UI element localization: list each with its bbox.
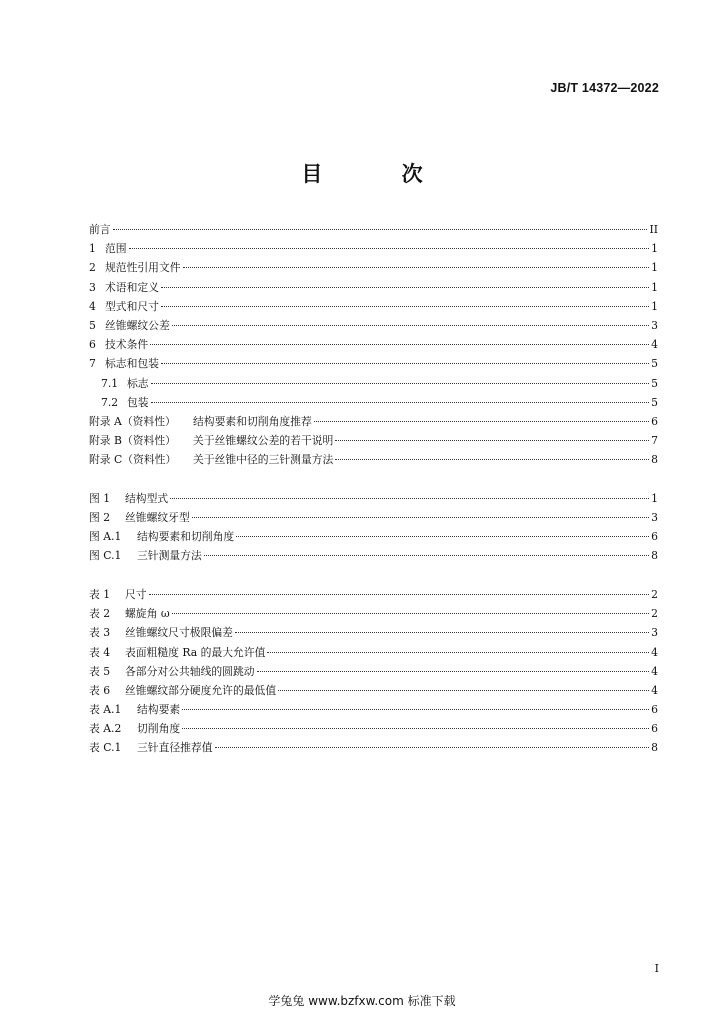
toc-entry-number: 图 2 <box>89 511 111 525</box>
leader-dots <box>257 671 650 672</box>
toc-entry-number: 表 3 <box>89 626 111 640</box>
toc-entry-page: 4 <box>651 683 658 697</box>
toc-entry-label: 型式和尺寸 <box>105 299 159 313</box>
leader-dots <box>150 344 649 345</box>
toc-entry-number: 5 <box>89 318 96 332</box>
toc-entry-number: 7 <box>89 357 96 371</box>
toc-entry-number: 附录 A（资料性） <box>89 414 176 428</box>
toc-entry-label: 丝锥螺纹牙型 <box>125 511 190 525</box>
toc-entry-label: 三针测量方法 <box>137 549 202 563</box>
toc-sections-group <box>89 220 658 469</box>
footer-watermark: 学兔兔 www.bzfxw.com 标准下载 <box>268 994 456 1008</box>
toc-entry-page: 6 <box>651 703 658 717</box>
toc-entry-number: 表 5 <box>89 664 111 678</box>
toc-entry[interactable] <box>89 316 658 335</box>
toc-entry-number: 4 <box>89 299 96 313</box>
toc-entry-page: 5 <box>651 395 658 409</box>
toc-entry-label: 结构要素 <box>137 703 181 717</box>
leader-dots <box>113 229 648 230</box>
section-gap <box>89 469 658 488</box>
toc-table-entry[interactable] <box>89 585 658 604</box>
toc-entry-number: 图 1 <box>89 491 111 505</box>
toc-entry-label: 三针直径推荐值 <box>137 741 213 755</box>
toc-table-entry[interactable] <box>89 700 658 719</box>
toc-entry-label: 结构要素和切削角度 <box>137 530 235 544</box>
toc-entry-label: 范围 <box>105 242 127 256</box>
toc-figures-group <box>89 489 658 566</box>
toc-entry[interactable] <box>89 258 658 277</box>
toc-table-entry[interactable] <box>89 643 658 662</box>
toc-entry-number: 7.2 <box>101 395 119 409</box>
toc-entry-number: 表 4 <box>89 645 111 659</box>
toc-entry-number: 表 2 <box>89 607 111 621</box>
toc-entry-page: 5 <box>651 376 658 390</box>
leader-dots <box>192 517 649 518</box>
toc-entry-page: 2 <box>651 607 658 621</box>
leader-dots <box>129 248 650 249</box>
toc-entry[interactable] <box>89 220 658 239</box>
leader-dots <box>335 459 649 460</box>
toc-figure-entry[interactable] <box>89 546 658 565</box>
toc-table-entry[interactable] <box>89 662 658 681</box>
leader-dots <box>172 613 649 614</box>
toc-table-entry[interactable] <box>89 738 658 757</box>
standard-number: JB/T 14372—2022 <box>550 81 659 95</box>
toc-entry-page: II <box>649 223 658 236</box>
toc-entry-page: 5 <box>651 357 658 371</box>
toc-entry-page: 1 <box>651 280 658 294</box>
toc-entry-label: 包装 <box>127 395 149 409</box>
leader-dots <box>236 536 649 537</box>
toc-tables-group <box>89 585 658 758</box>
toc-entry-page: 3 <box>651 626 658 640</box>
leader-dots <box>235 632 649 633</box>
toc-entry-label: 螺旋角 ω <box>125 607 170 621</box>
section-gap <box>89 566 658 585</box>
toc-entry-label: 关于丝锥螺纹公差的若干说明 <box>193 434 334 448</box>
leader-dots <box>151 402 650 403</box>
leader-dots <box>183 267 650 268</box>
toc-entry-number: 6 <box>89 338 96 352</box>
toc-entry-page: 1 <box>651 261 658 275</box>
leader-dots <box>314 421 649 422</box>
toc-entry-page: 8 <box>651 741 658 755</box>
toc-entry-page: 1 <box>651 299 658 313</box>
toc-entry-label: 前言 <box>89 223 111 236</box>
toc-entry-number: 表 C.1 <box>89 741 122 755</box>
toc-entry-label: 结构型式 <box>125 491 169 505</box>
leader-dots <box>267 652 649 653</box>
leader-dots <box>204 555 649 556</box>
leader-dots <box>182 709 649 710</box>
toc-entry[interactable] <box>89 239 658 258</box>
leader-dots <box>161 306 649 307</box>
toc-entry-label: 术语和定义 <box>105 280 159 294</box>
toc-entry-label: 标志 <box>127 376 149 390</box>
leader-dots <box>215 747 650 748</box>
toc-entry-page: 3 <box>651 318 658 332</box>
toc-entry-number: 表 A.1 <box>89 703 122 717</box>
toc-entry-page: 1 <box>651 242 658 256</box>
toc-table-entry[interactable] <box>89 681 658 700</box>
toc-table-entry[interactable] <box>89 623 658 642</box>
leader-dots <box>161 287 649 288</box>
toc-entry-appendix[interactable] <box>89 412 658 431</box>
toc-entry-page: 4 <box>651 645 658 659</box>
toc-entry-number: 3 <box>89 280 96 294</box>
toc-entry-label: 标志和包装 <box>105 357 159 371</box>
toc-entry-page: 3 <box>651 511 658 525</box>
toc-entry-number: 表 6 <box>89 683 111 697</box>
toc-entry-page: 8 <box>651 549 658 563</box>
toc-entry[interactable] <box>89 335 658 354</box>
leader-dots <box>170 498 649 499</box>
leader-dots <box>278 690 649 691</box>
leader-dots <box>182 728 649 729</box>
toc-entry-label: 结构要素和切削角度推荐 <box>193 414 312 428</box>
toc-entry-label: 技术条件 <box>105 338 149 352</box>
toc-entry-page: 7 <box>651 434 658 448</box>
toc-entry-number: 附录 C（资料性） <box>89 453 177 467</box>
toc-entry-label: 丝锥螺纹部分硬度允许的最低值 <box>125 683 277 697</box>
toc-entry-page: 4 <box>651 338 658 352</box>
page-title: 目 次 <box>301 161 459 186</box>
toc-figure-entry[interactable] <box>89 527 658 546</box>
toc-entry-number: 图 C.1 <box>89 549 122 563</box>
leader-dots <box>149 594 650 595</box>
toc-entry-appendix[interactable] <box>89 450 658 469</box>
toc-entry-page: 1 <box>651 491 658 505</box>
toc-entry-page: 2 <box>651 587 658 601</box>
toc-entry-page: 8 <box>651 453 658 467</box>
toc-entry-label: 表面粗糙度 Ra 的最大允许值 <box>125 645 266 659</box>
leader-dots <box>335 440 649 441</box>
toc-entry-number: 表 A.2 <box>89 722 122 736</box>
toc-entry-number: 7.1 <box>101 376 119 390</box>
toc-entry-label: 规范性引用文件 <box>105 261 181 275</box>
toc-entry-page: 6 <box>651 414 658 428</box>
toc-entry-appendix[interactable] <box>89 431 658 450</box>
toc-figure-entry[interactable] <box>89 489 658 508</box>
leader-dots <box>161 363 649 364</box>
toc-entry-label: 关于丝锥中径的三针测量方法 <box>193 453 334 467</box>
toc-entry-number: 1 <box>89 242 96 256</box>
toc-entry-label: 切削角度 <box>137 722 181 736</box>
toc-subentry[interactable] <box>89 393 658 412</box>
toc-entry-label: 各部分对公共轴线的圆跳动 <box>125 664 255 678</box>
toc-entry-page: 4 <box>651 664 658 678</box>
toc-table-entry[interactable] <box>89 604 658 623</box>
toc-figure-entry[interactable] <box>89 508 658 527</box>
leader-dots <box>151 383 650 384</box>
toc-entry[interactable] <box>89 278 658 297</box>
toc-subentry[interactable] <box>89 374 658 393</box>
page-number: I <box>654 962 659 975</box>
toc-table-entry[interactable] <box>89 719 658 738</box>
toc-entry-number: 附录 B（资料性） <box>89 434 176 448</box>
toc-entry-label: 丝锥螺纹尺寸极限偏差 <box>125 626 233 640</box>
leader-dots <box>172 325 649 326</box>
toc-entry-number: 2 <box>89 261 96 275</box>
toc-entry[interactable] <box>89 297 658 316</box>
toc-entry-number: 表 1 <box>89 587 111 601</box>
toc-entry-page: 6 <box>651 722 658 736</box>
table-of-contents <box>89 220 658 758</box>
toc-entry-page: 6 <box>651 530 658 544</box>
toc-entry-label: 尺寸 <box>125 587 147 601</box>
toc-entry[interactable] <box>89 354 658 373</box>
toc-entry-label: 丝锥螺纹公差 <box>105 318 170 332</box>
toc-entry-number: 图 A.1 <box>89 530 122 544</box>
